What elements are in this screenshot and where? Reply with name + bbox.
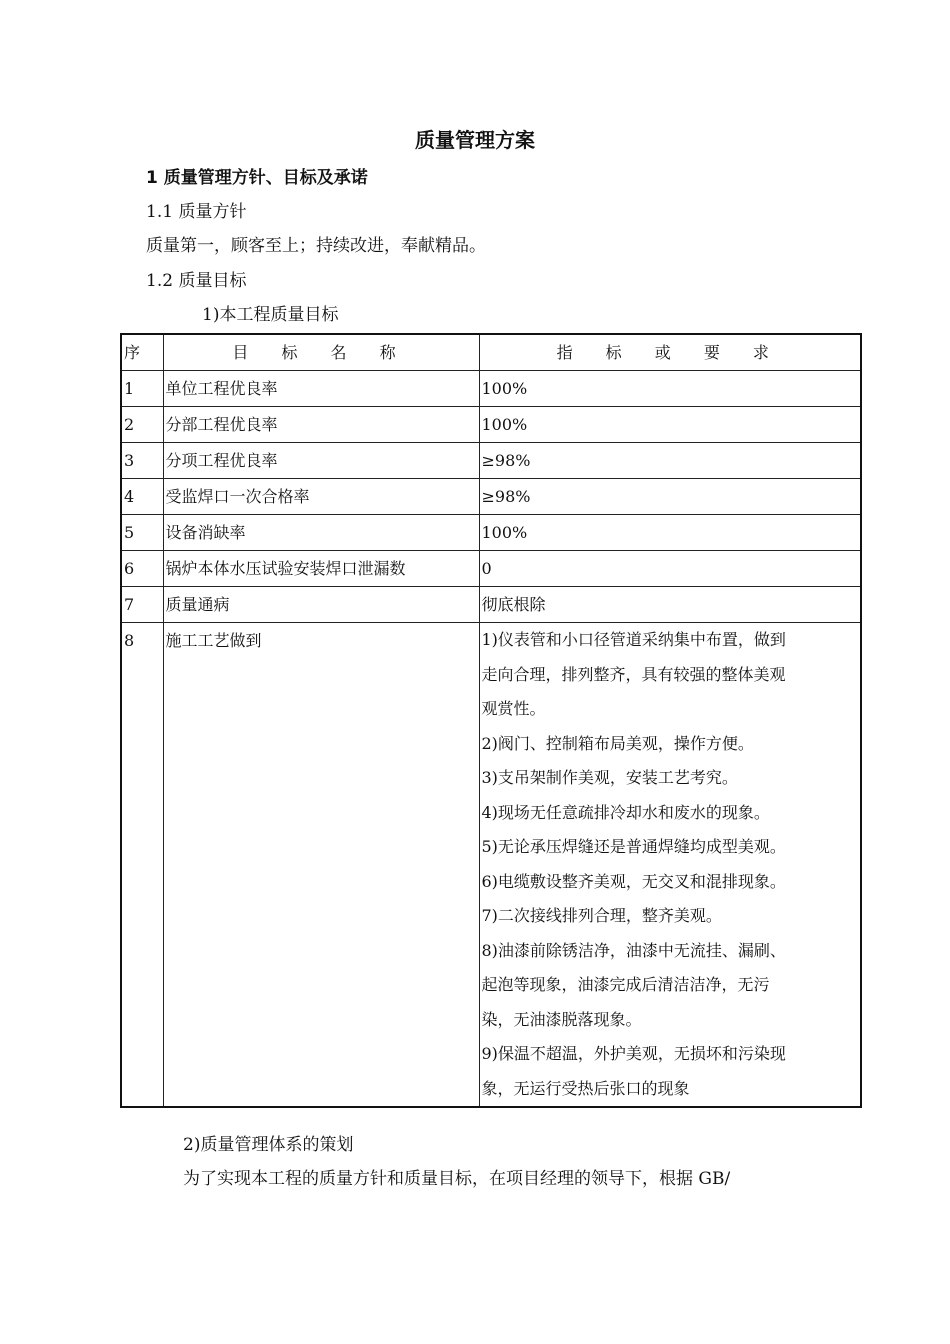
table-row <box>121 551 861 587</box>
row-goal-name: 分项工程优良率 <box>163 443 479 479</box>
quality-policy-text: 质量第一，顾客至上；持续改进，奉献精品。 <box>146 236 486 256</box>
row-goal-name: 质量通病 <box>163 587 479 623</box>
subsection-2: 2)质量管理体系的策划 <box>183 1135 354 1155</box>
requirement-line: 8)油漆前除锈洁净，油漆中无流挂、漏刷、 <box>481 940 786 960</box>
row-requirement: 彻底根除 <box>479 587 861 623</box>
row-requirement: 0 <box>479 551 861 587</box>
requirement-line: 7)二次接线排列合理，整齐美观。 <box>481 906 722 925</box>
header-index: 序 <box>121 334 163 371</box>
row-goal-name: 锅炉本体水压试验安装焊口泄漏数 <box>163 551 479 587</box>
requirement-line: 起泡等现象，油漆完成后清洁洁净，无污 <box>481 975 770 994</box>
table-row <box>121 371 861 407</box>
row-goal-name: 设备消缺率 <box>163 515 479 551</box>
row-requirement: ≥98% <box>479 443 861 479</box>
row-requirement: 100% <box>479 371 861 407</box>
row-index: 3 <box>121 443 163 479</box>
requirement-line: 4)现场无任意疏排冷却水和废水的现象。 <box>481 802 770 822</box>
table-row <box>121 515 861 551</box>
requirement-line: 象，无运行受热后张口的现象 <box>481 1078 690 1098</box>
row-requirement: 100% <box>479 515 861 551</box>
requirement-line: 观赏性。 <box>481 699 546 718</box>
page-title: 质量管理方案 <box>415 128 535 152</box>
requirement-line: 9)保温不超温，外护美观，无损坏和污染现 <box>481 1044 786 1063</box>
row-index: 5 <box>121 515 163 551</box>
subsection-1-1: 1.1 质量方针 <box>146 202 247 222</box>
row-goal-name: 分部工程优良率 <box>163 407 479 443</box>
row-index: 2 <box>121 407 163 443</box>
row-index: 6 <box>121 551 163 587</box>
row-index: 4 <box>121 479 163 515</box>
requirement-line: 走向合理，排列整齐，具有较强的整体美观 <box>481 664 786 684</box>
table-row <box>121 443 861 479</box>
table-row <box>121 623 861 1108</box>
row-index: 1 <box>121 371 163 407</box>
header-goal-name: 目 标 名 称 <box>163 334 479 371</box>
row-requirement: 100% <box>479 407 861 443</box>
section-heading-1: 1 质量管理方针、目标及承诺 <box>146 168 368 188</box>
table-row <box>121 407 861 443</box>
subsection-1-2: 1.2 质量目标 <box>146 271 247 291</box>
header-requirement: 指 标 或 要 求 <box>479 334 861 371</box>
body-paragraph: 为了实现本工程的质量方针和质量目标，在项目经理的领导下，根据 GB/ <box>183 1169 731 1189</box>
requirement-line: 染，无油漆脱落现象。 <box>481 1009 642 1029</box>
row-goal-name: 受监焊口一次合格率 <box>163 479 479 515</box>
table-header-row <box>121 334 861 371</box>
requirement-line: 5)无论承压焊缝还是普通焊缝均成型美观。 <box>481 837 786 856</box>
table-row <box>121 587 861 623</box>
row-index: 7 <box>121 587 163 623</box>
requirement-line: 1)仪表管和小口径管道采纳集中布置，做到 <box>481 630 786 649</box>
row-requirement: ≥98% <box>479 479 861 515</box>
row-requirement-list <box>479 623 861 1108</box>
row-index: 8 <box>121 623 163 1108</box>
quality-goals-table <box>120 333 862 1108</box>
table-row <box>121 479 861 515</box>
goal-subheading: 1)本工程质量目标 <box>202 305 339 325</box>
row-goal-name: 单位工程优良率 <box>163 371 479 407</box>
requirement-line: 2)阀门、控制箱布局美观，操作方便。 <box>481 733 754 753</box>
requirement-line: 3)支吊架制作美观，安装工艺考究。 <box>481 768 738 787</box>
row-goal-name: 施工工艺做到 <box>163 623 479 1108</box>
requirement-line: 6)电缆敷设整齐美观，无交叉和混排现象。 <box>481 871 786 891</box>
